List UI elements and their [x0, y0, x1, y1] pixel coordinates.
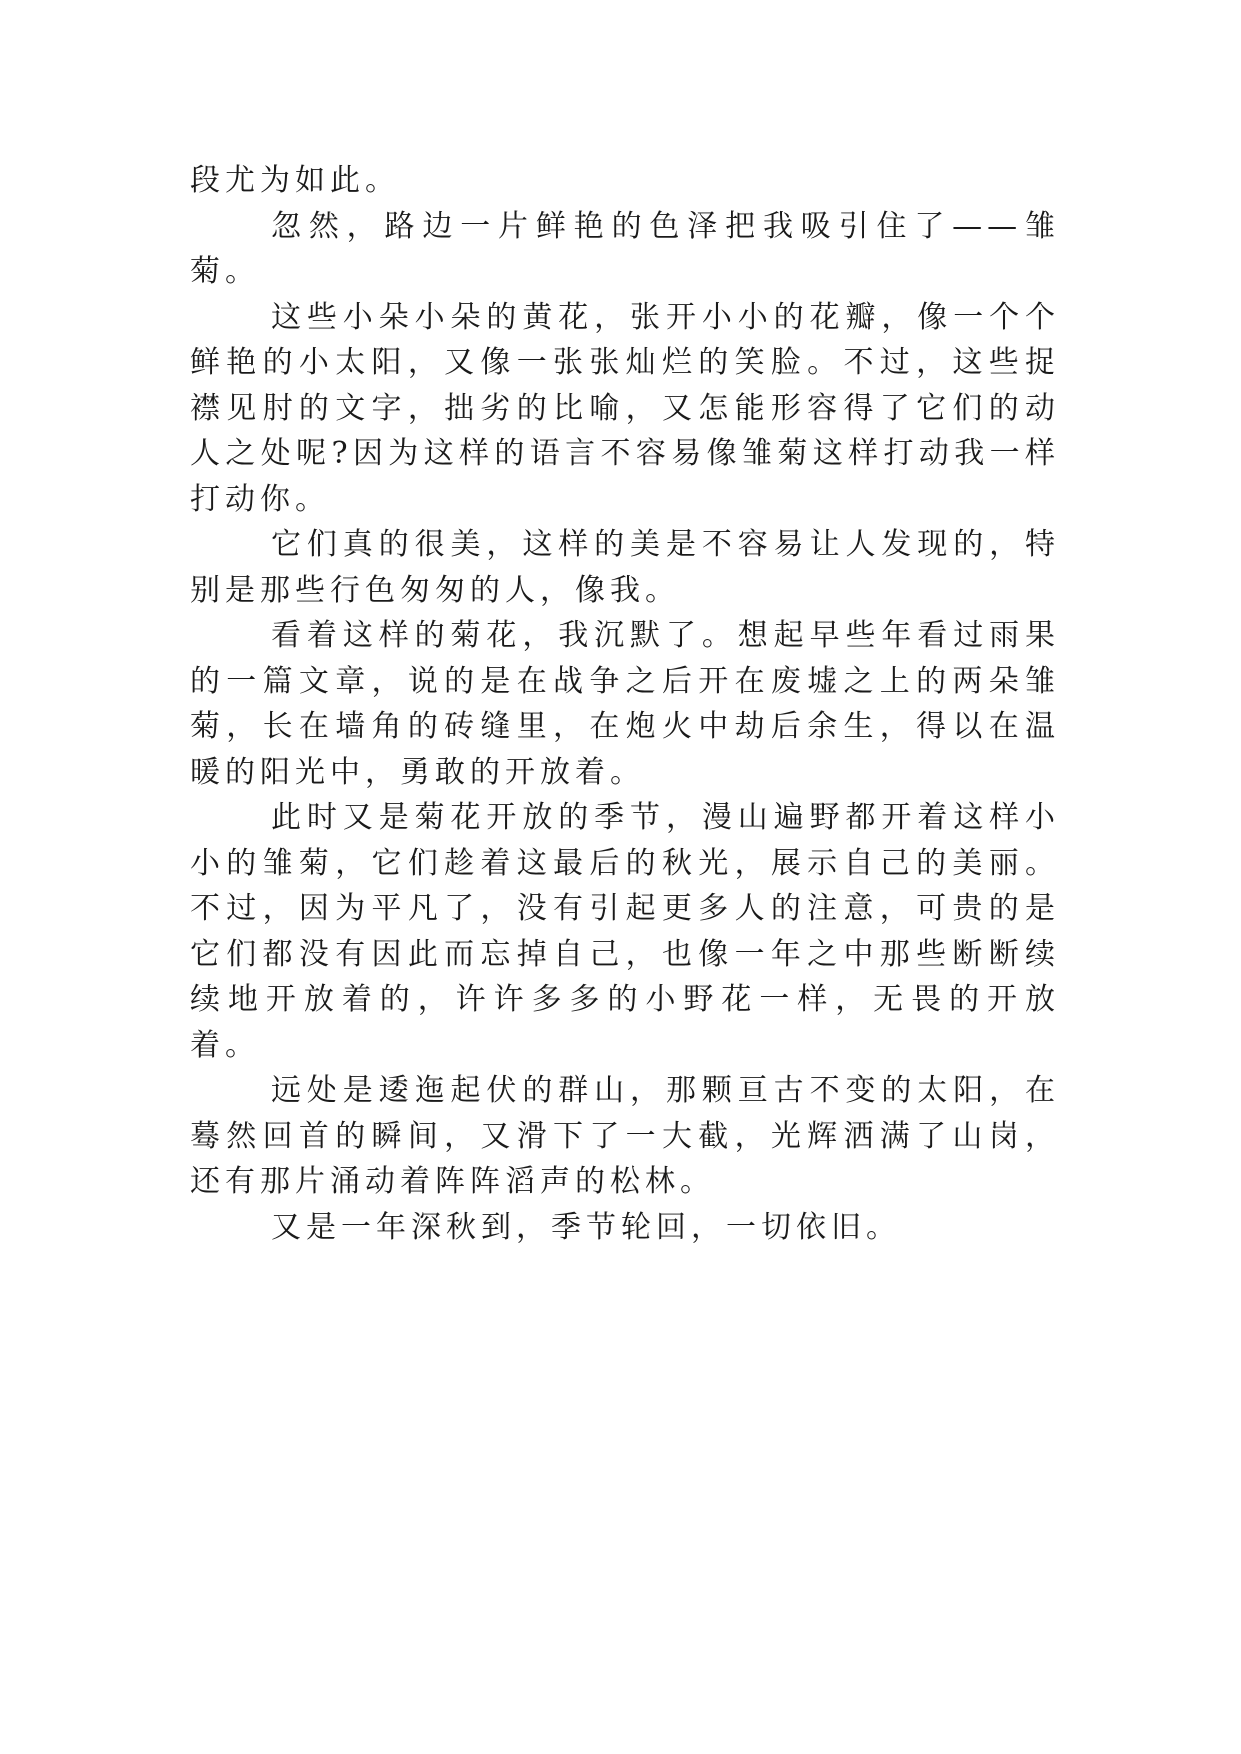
- paragraph: 段尤为如此。: [190, 163, 400, 198]
- document-body: [190, 158, 1060, 1250]
- paragraph: 此时又是菊花开放的季节，漫山遍野都开着这样小小的雏菊，它们趁着这最后的秋光，展示自己的美丽。不过，因为平凡了，没有引起更多人的注意，可贵的是它们都没有因此而忘掉自己，也像一年之中那些断断续续地开放着的，许许多多的小野花一样，无畏的开放着。: [190, 800, 1060, 1063]
- paragraph: 它们真的很美，这样的美是不容易让人发现的，特别是那些行色匆匆的人，像我。: [190, 527, 1060, 608]
- paragraph: 这些小朵小朵的黄花，张开小小的花瓣，像一个个鲜艳的小太阳，又像一张张灿烂的笑脸。不过，这些捉襟见肘的文字，拙劣的比喻，又怎能形容得了它们的动人之处呢?因为这样的语言不容易像雏菊这样打动我一样打动你。: [190, 299, 1060, 517]
- paragraph: 忽然，路边一片鲜艳的色泽把我吸引住了——雏菊。: [190, 208, 1060, 289]
- paragraph: 远处是逶迤起伏的群山，那颗亘古不变的太阳，在蓦然回首的瞬间，又滑下了一大截，光辉洒满了山岗，还有那片涌动着阵阵滔声的松林。: [190, 1073, 1060, 1199]
- paragraph: 看着这样的菊花，我沉默了。想起早些年看过雨果的一篇文章，说的是在战争之后开在废墟之上的两朵雏菊，长在墙角的砖缝里，在炮火中劫后余生，得以在温暖的阳光中，勇敢的开放着。: [190, 618, 1060, 790]
- paragraph: 又是一年深秋到，季节轮回，一切依旧。: [271, 1209, 901, 1245]
